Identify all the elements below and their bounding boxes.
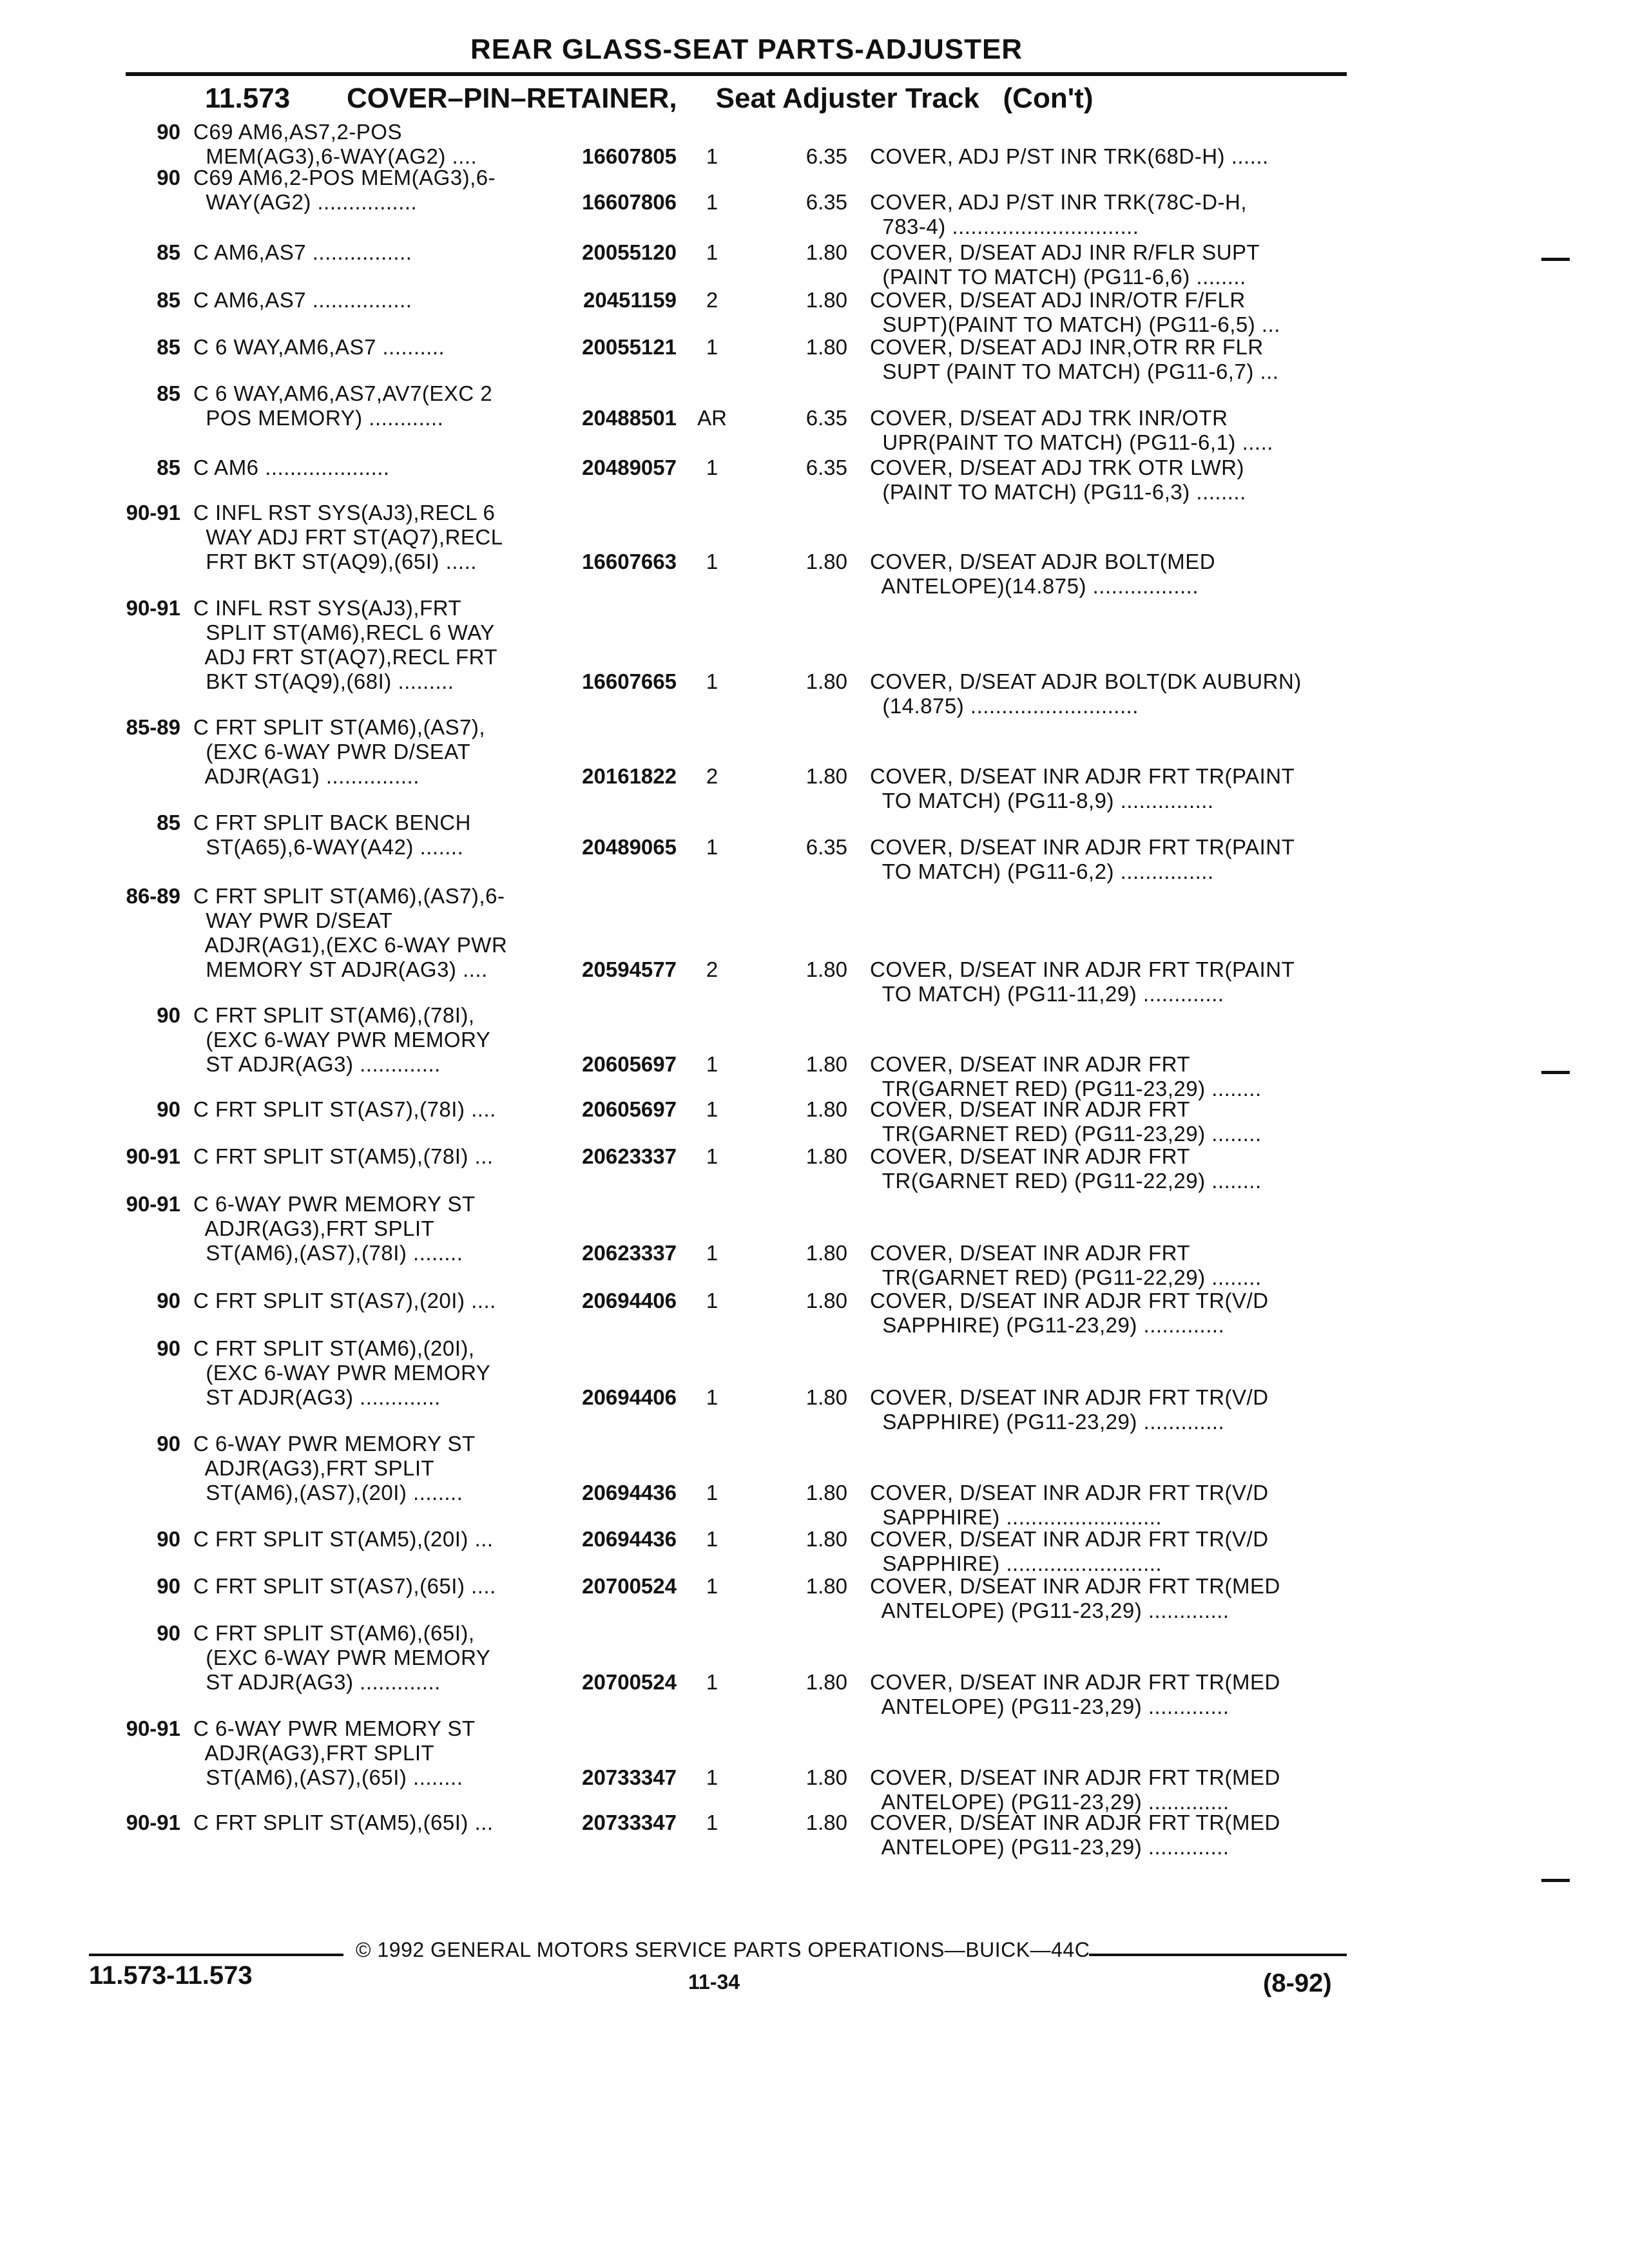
part-number: 20694406 (582, 1385, 677, 1409)
part-description: COVER, D/SEAT ADJ INR,OTR RR FLR SUPT (PAINT TO MATCH) (PG11-6,7) ... (870, 335, 1279, 383)
price: 1.80 (805, 288, 847, 312)
quantity: 1 (706, 835, 718, 859)
page-title: REAR GLASS-SEAT PARTS-ADJUSTER (470, 34, 1023, 65)
price: 6.35 (805, 406, 847, 430)
usage-text: C FRT SPLIT ST(AM6),(AS7), (EXC 6-WAY PWR D/SEAT ADJR(AG1) ............... (193, 715, 486, 788)
price: 1.80 (805, 1144, 847, 1168)
part-description: COVER, D/SEAT ADJR BOLT(DK AUBURN) (14.875) ........................... (870, 669, 1302, 718)
footer-date: (8-92) (1263, 1969, 1332, 1997)
price: 1.80 (805, 1765, 847, 1789)
part-description: COVER, D/SEAT INR ADJR FRT TR(GARNET RED) (PG11-23,29) ........ (870, 1097, 1262, 1146)
usage-text: C AM6,AS7 ................ (193, 288, 412, 312)
model-year: 90 (157, 1336, 180, 1360)
price: 1.80 (805, 1811, 847, 1834)
part-description: COVER, D/SEAT INR ADJR FRT TR(PAINT TO MATCH) (PG11-6,2) ............... (870, 835, 1295, 883)
quantity: 1 (706, 335, 718, 359)
model-year: 90 (157, 1432, 180, 1456)
part-number: 20700524 (582, 1574, 677, 1598)
quantity: 1 (706, 1097, 718, 1121)
usage-text: C FRT SPLIT ST(AM6),(78I), (EXC 6-WAY PWR MEMORY ST ADJR(AG3) ............. (193, 1003, 491, 1076)
quantity: 1 (706, 669, 718, 693)
model-year: 90 (157, 166, 180, 189)
footer-page-number: 11-34 (688, 1970, 740, 1994)
part-description: COVER, D/SEAT ADJ TRK INR/OTR UPR(PAINT TO MATCH) (PG11-6,1) ..... (870, 406, 1273, 454)
footer-section-range: 11.573-11.573 (89, 1961, 253, 1990)
part-number: 20055120 (582, 240, 677, 264)
usage-text: C INFL RST SYS(AJ3),RECL 6 WAY ADJ FRT ST(AQ7),RECL FRT BKT ST(AQ9),(65I) ..... (193, 501, 503, 573)
quantity: 1 (706, 1144, 718, 1168)
model-year: 86-89 (126, 884, 180, 908)
part-number: 20488501 (582, 406, 677, 430)
usage-text: C INFL RST SYS(AJ3),FRT SPLIT ST(AM6),RECL 6 WAY ADJ FRT ST(AQ7),RECL FRT BKT ST(AQ9),(68I) ......... (193, 596, 498, 693)
part-description: COVER, D/SEAT ADJR BOLT(MED ANTELOPE)(14.875) ................. (870, 550, 1216, 598)
model-year: 90 (157, 1621, 180, 1645)
part-description: COVER, D/SEAT INR ADJR FRT TR(V/D SAPPHIRE) ......................... (870, 1481, 1269, 1529)
usage-text: C FRT SPLIT ST(AM6),(65I), (EXC 6-WAY PWR MEMORY ST ADJR(AG3) ............. (193, 1621, 491, 1694)
price: 1.80 (805, 1289, 847, 1312)
quantity: 1 (706, 550, 718, 573)
price: 6.35 (805, 835, 847, 859)
usage-text: C69 AM6,2-POS MEM(AG3),6- WAY(AG2) ................ (193, 166, 496, 214)
model-year: 90 (157, 1527, 180, 1551)
part-description: COVER, D/SEAT INR ADJR FRT TR(MED ANTELOPE) (PG11-23,29) ............. (870, 1765, 1280, 1814)
part-number: 20623337 (582, 1144, 677, 1168)
footer-rule-left (89, 1954, 343, 1956)
quantity: 1 (706, 1670, 718, 1694)
part-number: 20605697 (582, 1097, 677, 1121)
quantity: 1 (706, 190, 718, 214)
price: 1.80 (805, 240, 847, 264)
part-number: 20733347 (582, 1811, 677, 1834)
part-description: COVER, D/SEAT INR ADJR FRT TR(GARNET RED) (PG11-22,29) ........ (870, 1241, 1262, 1289)
price: 1.80 (805, 1097, 847, 1121)
part-number: 16607806 (582, 190, 677, 214)
quantity: 1 (706, 1765, 718, 1789)
quantity: 2 (706, 288, 718, 312)
part-description: COVER, D/SEAT INR ADJR FRT TR(GARNET RED) (PG11-22,29) ........ (870, 1144, 1262, 1193)
price: 1.80 (805, 764, 847, 788)
price: 1.80 (805, 957, 847, 981)
quantity: 1 (706, 1289, 718, 1312)
model-year: 85-89 (126, 715, 180, 739)
part-description: COVER, D/SEAT ADJ INR R/FLR SUPT (PAINT TO MATCH) (PG11-6,6) ........ (870, 240, 1260, 289)
usage-text: C69 AM6,AS7,2-POS MEM(AG3),6-WAY(AG2) .... (193, 120, 477, 168)
section-number: 11.573 (205, 82, 291, 114)
part-number: 20161822 (582, 764, 677, 788)
part-number: 20489057 (582, 456, 677, 479)
model-year: 85 (157, 811, 180, 834)
usage-text: C 6-WAY PWR MEMORY ST ADJR(AG3),FRT SPLIT ST(AM6),(AS7),(65I) ........ (193, 1716, 476, 1789)
quantity: 1 (706, 240, 718, 264)
model-year: 90 (157, 120, 180, 144)
price: 1.80 (805, 1241, 847, 1265)
usage-text: C FRT SPLIT ST(AS7),(20I) .... (193, 1289, 496, 1312)
part-description: COVER, D/SEAT ADJ TRK OTR LWR) (PAINT TO MATCH) (PG11-6,3) ........ (870, 456, 1246, 504)
model-year: 90 (157, 1289, 180, 1312)
part-description: COVER, D/SEAT INR ADJR FRT TR(PAINT TO MATCH) (PG11-8,9) ............... (870, 764, 1295, 812)
price: 1.80 (805, 1670, 847, 1694)
price: 1.80 (805, 1052, 847, 1076)
part-number: 20594577 (582, 957, 677, 981)
title-rule (126, 72, 1347, 76)
part-number: 20605697 (582, 1052, 677, 1076)
price: 1.80 (805, 669, 847, 693)
model-year: 90-91 (126, 1716, 180, 1740)
model-year: 90-91 (126, 1144, 180, 1168)
quantity: 1 (706, 144, 718, 168)
quantity: 1 (706, 1385, 718, 1409)
price: 1.80 (805, 1385, 847, 1409)
part-number: 20694406 (582, 1289, 677, 1312)
price: 6.35 (805, 190, 847, 214)
quantity: 2 (706, 764, 718, 788)
price: 1.80 (805, 335, 847, 359)
usage-text: C FRT SPLIT BACK BENCH ST(A65),6-WAY(A42) ....... (193, 811, 471, 859)
section-subject: Seat Adjuster Track (715, 82, 979, 114)
quantity: 1 (706, 1527, 718, 1551)
price: 6.35 (805, 456, 847, 479)
part-number: 20694436 (582, 1481, 677, 1504)
quantity: 1 (706, 1241, 718, 1265)
quantity: AR (697, 406, 727, 430)
quantity: 1 (706, 1811, 718, 1834)
model-year: 85 (157, 240, 180, 264)
price: 1.80 (805, 1574, 847, 1598)
quantity: 2 (706, 957, 718, 981)
price: 1.80 (805, 550, 847, 573)
section-cont: (Con't) (1003, 82, 1094, 114)
usage-text: C FRT SPLIT ST(AM5),(78I) ... (193, 1144, 494, 1168)
part-number: 20700524 (582, 1670, 677, 1694)
part-description: COVER, D/SEAT INR ADJR FRT TR(MED ANTELOPE) (PG11-23,29) ............. (870, 1670, 1280, 1718)
price: 1.80 (805, 1481, 847, 1504)
model-year: 90-91 (126, 1811, 180, 1834)
model-year: 90-91 (126, 596, 180, 620)
usage-text: C FRT SPLIT ST(AM5),(20I) ... (193, 1527, 494, 1551)
part-number: 20055121 (582, 335, 677, 359)
footer-copyright: © 1992 GENERAL MOTORS SERVICE PARTS OPERATIONS—BUICK—44C (356, 1938, 1090, 1961)
usage-text: C 6-WAY PWR MEMORY ST ADJR(AG3),FRT SPLIT ST(AM6),(AS7),(78I) ........ (193, 1192, 476, 1265)
model-year: 85 (157, 335, 180, 359)
model-year: 85 (157, 456, 180, 479)
usage-text: C FRT SPLIT ST(AM5),(65I) ... (193, 1811, 494, 1834)
part-number: 16607805 (582, 144, 677, 168)
part-description: COVER, D/SEAT INR ADJR FRT TR(MED ANTELOPE) (PG11-23,29) ............. (870, 1574, 1280, 1622)
quantity: 1 (706, 1481, 718, 1504)
part-description: COVER, D/SEAT INR ADJR FRT TR(V/D SAPPHIRE) (PG11-23,29) ............. (870, 1385, 1269, 1434)
model-year: 90 (157, 1003, 180, 1027)
section-header (205, 82, 1093, 115)
part-number: 20451159 (583, 288, 677, 312)
part-description: COVER, D/SEAT INR ADJR FRT TR(MED ANTELOPE) (PG11-23,29) ............. (870, 1811, 1280, 1859)
section-name: COVER–PIN–RETAINER, (347, 82, 677, 114)
usage-text: C AM6,AS7 ................ (193, 240, 412, 264)
quantity: 1 (706, 1052, 718, 1076)
part-description: COVER, D/SEAT INR ADJR FRT TR(V/D SAPPHIRE) (PG11-23,29) ............. (870, 1289, 1269, 1337)
margin-mark (1541, 258, 1570, 261)
model-year: 90-91 (126, 501, 180, 524)
part-description: COVER, ADJ P/ST INR TRK(68D-H) ...... (870, 144, 1269, 168)
usage-text: C FRT SPLIT ST(AM6),(20I), (EXC 6-WAY PWR MEMORY ST ADJR(AG3) ............. (193, 1336, 491, 1409)
usage-text: C 6 WAY,AM6,AS7 .......... (193, 335, 445, 359)
part-description: COVER, D/SEAT INR ADJR FRT TR(GARNET RED) (PG11-23,29) ........ (870, 1052, 1262, 1100)
model-year: 90 (157, 1574, 180, 1598)
footer-rule-right (1089, 1954, 1347, 1956)
usage-text: C 6-WAY PWR MEMORY ST ADJR(AG3),FRT SPLIT ST(AM6),(AS7),(20I) ........ (193, 1432, 476, 1504)
part-description: COVER, D/SEAT INR ADJR FRT TR(PAINT TO MATCH) (PG11-11,29) ............. (870, 957, 1295, 1006)
usage-text: C 6 WAY,AM6,AS7,AV7(EXC 2 POS MEMORY) ............ (193, 381, 493, 430)
part-number: 20623337 (582, 1241, 677, 1265)
part-description: COVER, D/SEAT INR ADJR FRT TR(V/D SAPPHIRE) ......................... (870, 1527, 1269, 1575)
part-number: 16607663 (582, 550, 677, 573)
model-year: 85 (157, 381, 180, 405)
price: 6.35 (805, 144, 847, 168)
part-number: 16607665 (582, 669, 677, 693)
usage-text: C FRT SPLIT ST(AS7),(78I) .... (193, 1097, 496, 1121)
usage-text: C FRT SPLIT ST(AM6),(AS7),6- WAY PWR D/SEAT ADJR(AG1),(EXC 6-WAY PWR MEMORY ST ADJR(AG3) .... (193, 884, 508, 981)
margin-mark (1541, 1879, 1570, 1882)
usage-text: C FRT SPLIT ST(AS7),(65I) .... (193, 1574, 496, 1598)
quantity: 1 (706, 456, 718, 479)
part-number: 20694436 (582, 1527, 677, 1551)
usage-text: C AM6 .................... (193, 456, 390, 479)
model-year: 85 (157, 288, 180, 312)
margin-mark (1541, 1071, 1570, 1074)
model-year: 90 (157, 1097, 180, 1121)
quantity: 1 (706, 1574, 718, 1598)
part-number: 20733347 (582, 1765, 677, 1789)
part-number: 20489065 (582, 835, 677, 859)
model-year: 90-91 (126, 1192, 180, 1216)
price: 1.80 (805, 1527, 847, 1551)
part-description: COVER, D/SEAT ADJ INR/OTR F/FLR SUPT)(PAINT TO MATCH) (PG11-6,5) ... (870, 288, 1280, 336)
part-description: COVER, ADJ P/ST INR TRK(78C-D-H, 783-4) .............................. (870, 190, 1248, 238)
